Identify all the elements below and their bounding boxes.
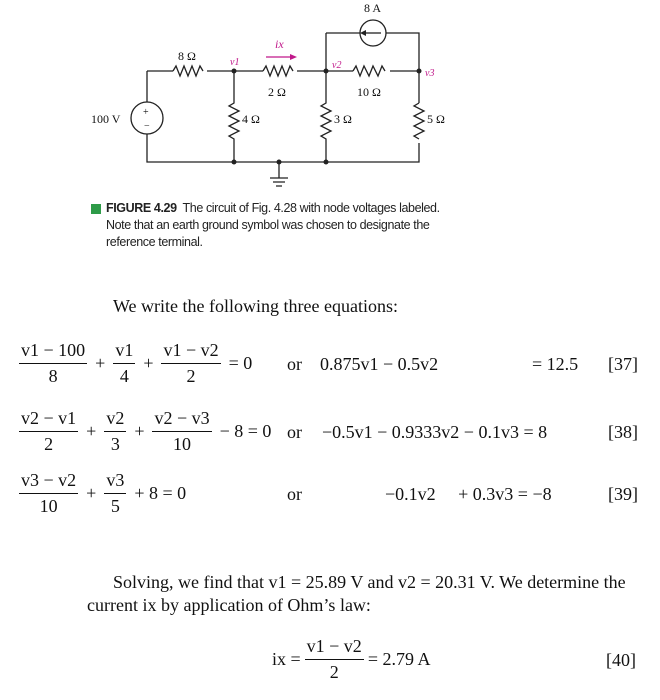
label-2ohm: 2 Ω — [268, 85, 286, 99]
fraction-numerator: v3 — [104, 470, 126, 494]
solving-line-2: current ix by application of Ohm’s law: — [87, 595, 371, 615]
ix-lhs: ix = — [272, 649, 301, 669]
figure-caption — [106, 200, 440, 251]
fraction-numerator: v1 − v2 — [161, 340, 220, 364]
resistor-3ohm — [321, 33, 331, 162]
fraction-numerator: v1 − 100 — [19, 340, 87, 364]
operator: + 8 = 0 — [134, 483, 187, 503]
resistor-2ohm — [263, 66, 293, 76]
fraction-numerator: v3 − v2 — [19, 470, 78, 494]
plus-sign: + — [143, 107, 149, 118]
caption-line: The circuit of Fig. 4.28 with node voltages labeled. — [182, 201, 440, 215]
current-ix: ix — [275, 37, 284, 51]
fraction-denominator: 2 — [44, 434, 54, 454]
label-3ohm: 3 Ω — [334, 112, 352, 126]
operator: + — [95, 353, 106, 373]
label-8ohm: 8 Ω — [178, 49, 196, 63]
intro-text: We write the following three equations: — [113, 296, 398, 316]
or-word: or — [287, 422, 302, 442]
label-8a: 8 A — [364, 1, 382, 15]
ground-icon — [270, 162, 288, 186]
label-4ohm: 4 Ω — [242, 112, 260, 126]
or-word: or — [287, 354, 302, 374]
equation-rhs: −0.1v2 + 0.3v3 = −8 — [385, 484, 552, 504]
label-5ohm: 5 Ω — [427, 112, 445, 126]
fraction-denominator: 5 — [110, 496, 120, 516]
fraction-denominator: 2 — [186, 366, 196, 386]
label-100v: 100 V — [91, 112, 121, 126]
equation-rhs: −0.5v1 − 0.9333v2 − 0.1v3 = 8 — [322, 422, 548, 442]
caption-square — [91, 204, 101, 214]
operator: + — [86, 421, 97, 441]
fraction-numerator: v1 — [113, 340, 135, 364]
caption-line: Note that an earth ground symbol was chosen to designate the — [106, 218, 430, 232]
ix-result: = 2.79 A — [367, 649, 431, 669]
fraction-denominator: 8 — [48, 366, 58, 386]
equation-tag-40: [40] — [606, 650, 636, 670]
operator: + — [143, 353, 154, 373]
caption-title: FIGURE 4.29 — [106, 201, 177, 215]
fraction-denominator: 2 — [329, 662, 339, 682]
label-10ohm: 10 Ω — [357, 85, 381, 99]
equation-lhs — [15, 408, 275, 455]
node-v1: v1 — [230, 57, 240, 68]
resistor-10ohm — [353, 66, 385, 76]
equation-40 — [272, 636, 430, 683]
fraction-denominator: 3 — [110, 434, 120, 454]
resistor-8ohm — [173, 66, 203, 76]
fraction-numerator: v2 − v3 — [152, 408, 211, 432]
equation-tag: [37] — [608, 354, 638, 374]
fraction-numerator: v2 — [104, 408, 126, 432]
equation-tag: [39] — [608, 484, 638, 504]
equation-lhs — [15, 470, 190, 517]
fraction-denominator: 10 — [39, 496, 58, 516]
fraction-numerator: v1 − v2 — [305, 636, 364, 660]
node-v2: v2 — [332, 60, 342, 71]
circuit-diagram — [0, 0, 660, 200]
node-v3: v3 — [425, 68, 435, 79]
operator: = 0 — [228, 353, 253, 373]
resistor-4ohm — [229, 71, 239, 162]
minus-sign: − — [144, 121, 150, 132]
or-word: or — [287, 484, 302, 504]
fraction-denominator: 10 — [173, 434, 192, 454]
equation-tag: [38] — [608, 422, 638, 442]
equation-result: = 12.5 — [532, 354, 579, 374]
caption-line: reference terminal. — [106, 235, 203, 249]
operator: − 8 = 0 — [219, 421, 272, 441]
fraction-numerator: v2 − v1 — [19, 408, 78, 432]
equation-lhs — [15, 340, 256, 387]
equation-rhs: 0.875v1 − 0.5v2 — [320, 354, 439, 374]
resistor-5ohm — [414, 103, 424, 139]
operator: + — [134, 421, 145, 441]
operator: + — [86, 483, 97, 503]
solving-line-1: Solving, we find that v1 = 25.89 V and v2 = 20.31 V. We determine the — [113, 572, 626, 592]
fraction-denominator: 4 — [119, 366, 129, 386]
